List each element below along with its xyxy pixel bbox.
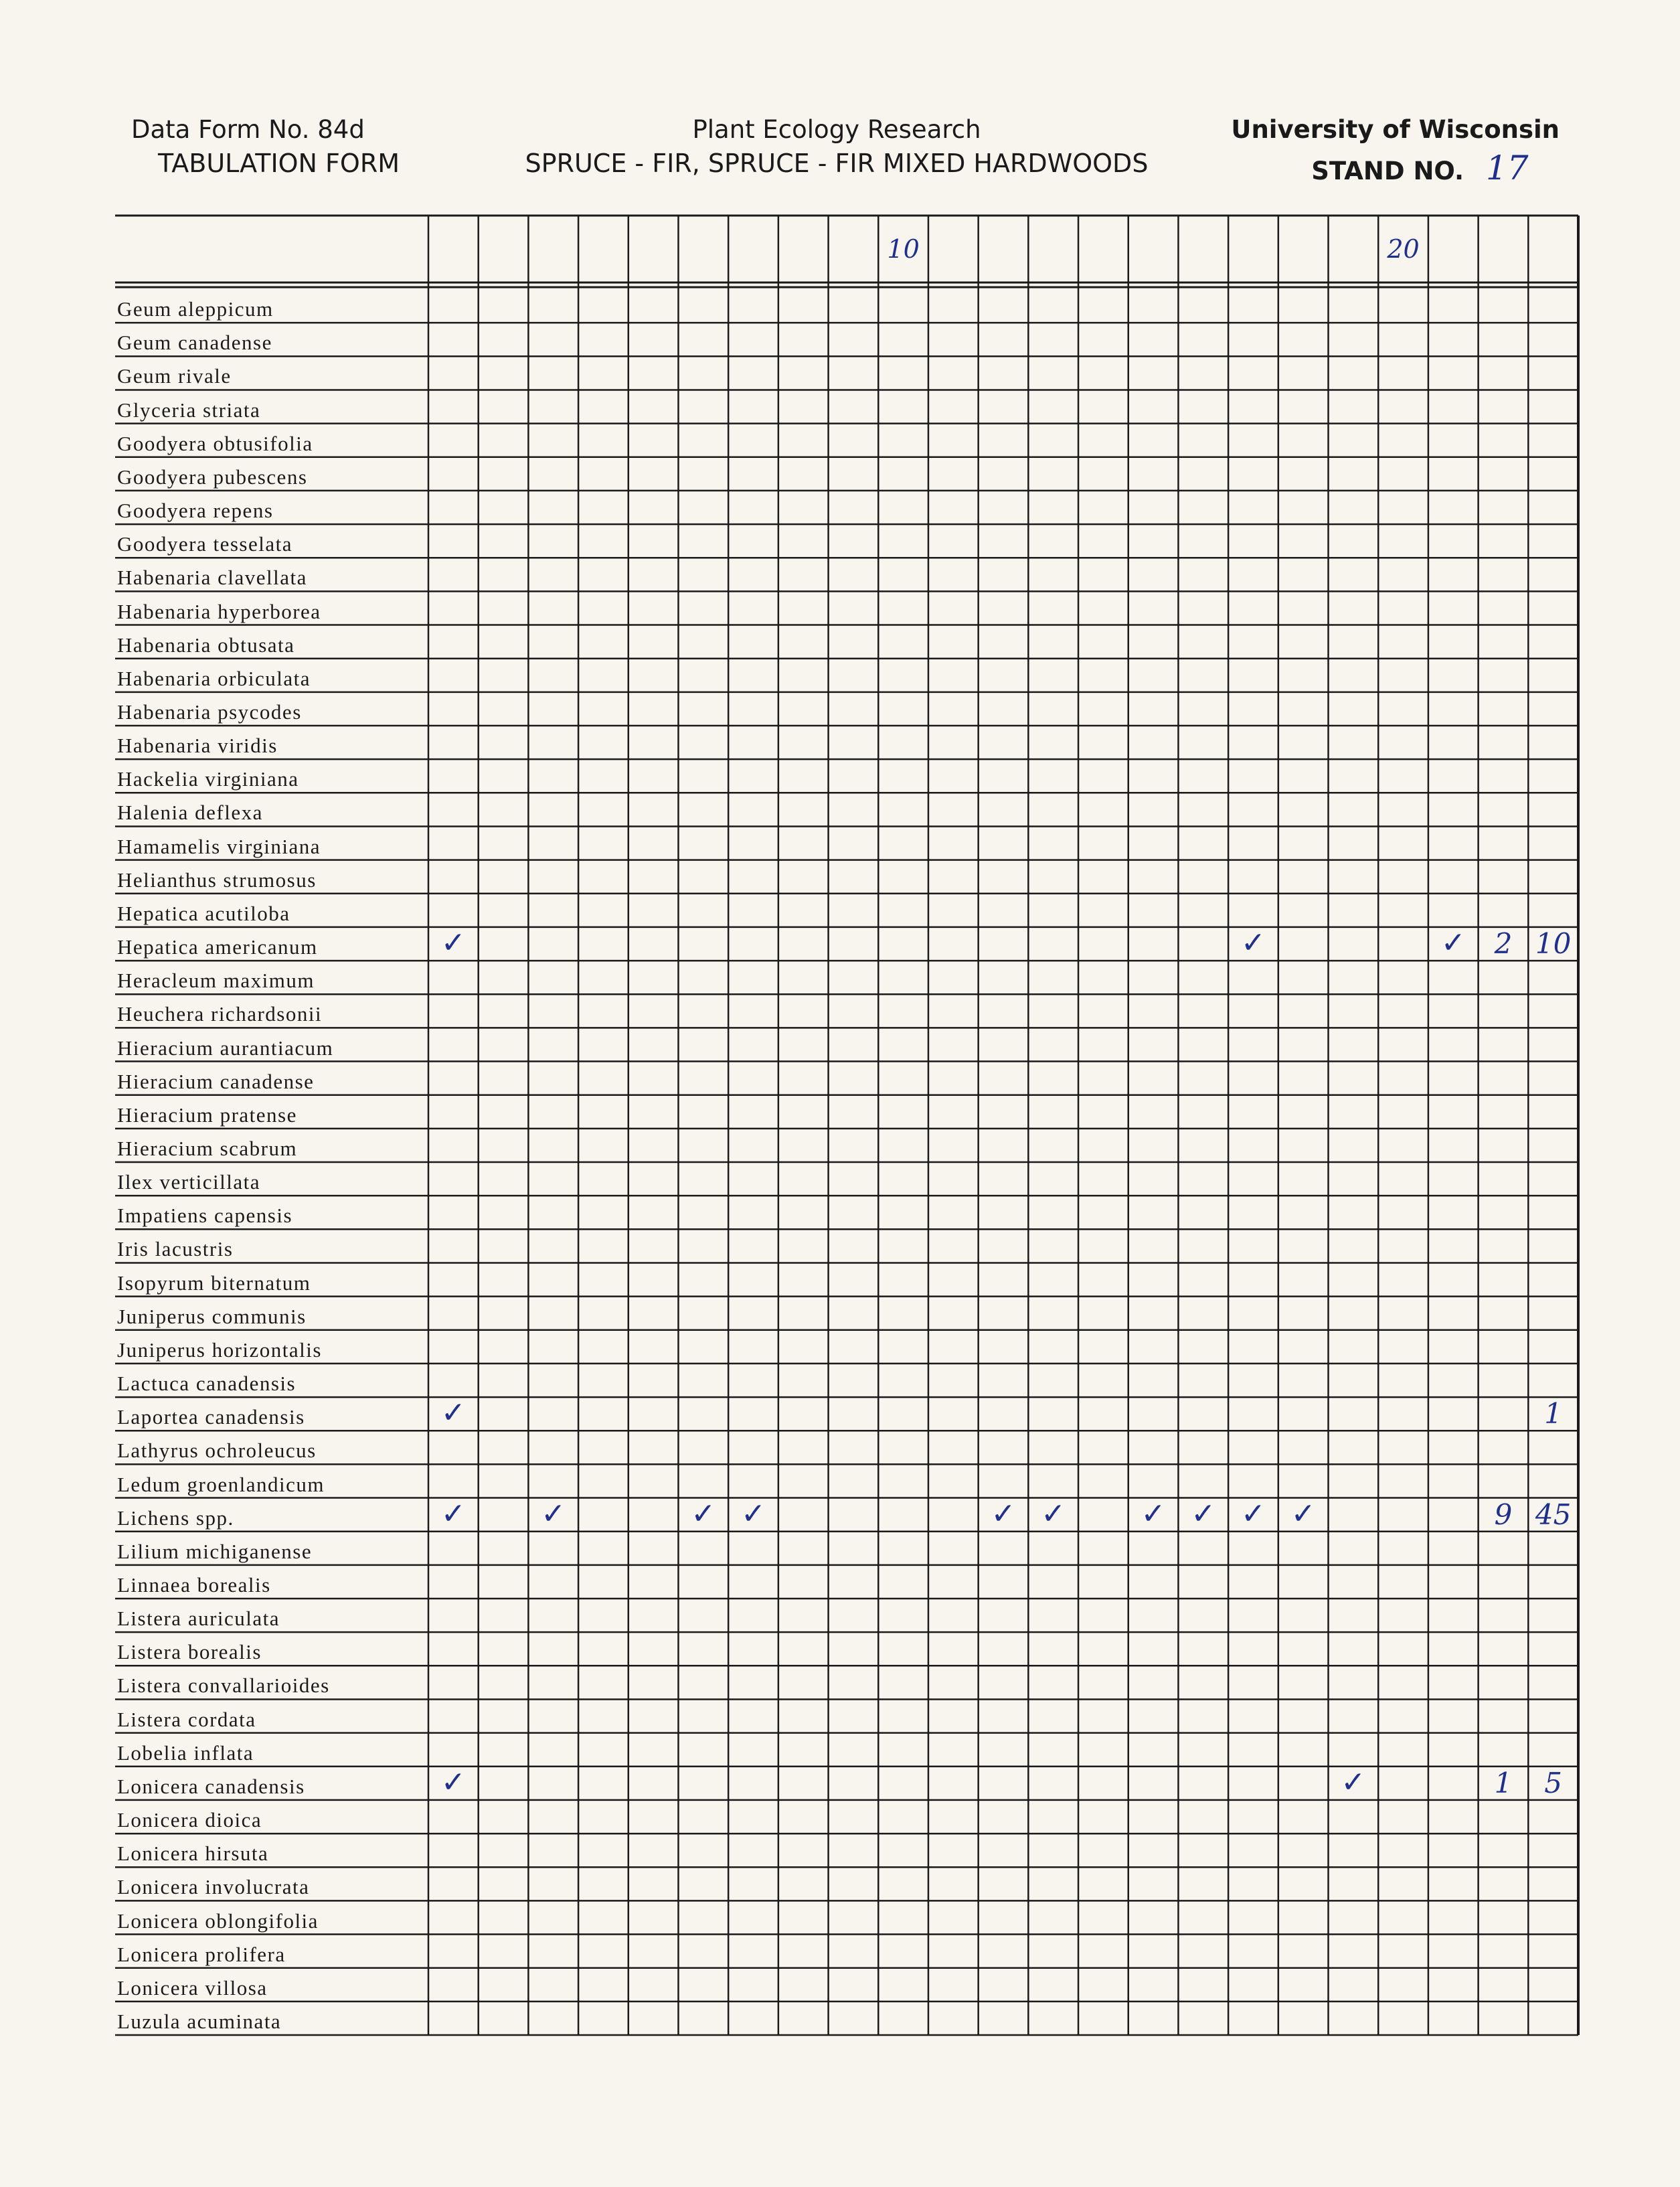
species-name: Luzula acuminata xyxy=(117,2010,282,2033)
species-name: Habenaria viridis xyxy=(117,734,278,758)
check-mark: ✓ xyxy=(440,926,466,961)
species-name: Impatiens capensis xyxy=(117,1204,293,1228)
species-name: Linnaea borealis xyxy=(117,1573,271,1597)
frequency-total: 5 xyxy=(1544,1766,1563,1799)
column-marker-20: 20 xyxy=(1387,234,1420,264)
species-name: Glyceria striata xyxy=(117,398,261,422)
species-name: Heuchera richardsonii xyxy=(117,1002,323,1026)
species-name: Lathyrus ochroleucus xyxy=(117,1439,317,1463)
check-mark: ✓ xyxy=(991,1496,1016,1531)
check-mark: ✓ xyxy=(741,1496,766,1531)
frequency-total: 45 xyxy=(1535,1497,1572,1531)
stand-number-value: 17 xyxy=(1486,149,1529,187)
species-name: Goodyera repens xyxy=(117,499,274,523)
species-name: Listera convallarioides xyxy=(117,1674,330,1698)
species-name: Hackelia virginiana xyxy=(117,767,299,791)
stand-number-label: STAND NO. xyxy=(1311,157,1464,185)
species-name: Goodyera obtusifolia xyxy=(117,431,313,455)
species-name: Lobelia inflata xyxy=(117,1740,254,1765)
check-mark: ✓ xyxy=(1141,1496,1166,1531)
species-name: Lonicera dioica xyxy=(117,1808,262,1832)
species-name: Juniperus communis xyxy=(117,1304,307,1328)
species-name: Heracleum maximum xyxy=(117,969,315,993)
species-name: Isopyrum biternatum xyxy=(117,1271,311,1295)
species-name: Lonicera canadensis xyxy=(117,1774,305,1798)
check-mark: ✓ xyxy=(1341,1765,1366,1799)
check-mark: ✓ xyxy=(691,1496,716,1531)
check-mark: ✓ xyxy=(1440,926,1466,961)
species-name: Lichens spp. xyxy=(117,1506,234,1530)
check-mark: ✓ xyxy=(440,1496,466,1531)
species-name: Laportea canadensis xyxy=(117,1405,305,1429)
species-name: Hepatica acutiloba xyxy=(117,901,290,925)
check-mark: ✓ xyxy=(541,1496,566,1531)
check-mark: ✓ xyxy=(1290,1496,1316,1531)
frequency-count: 9 xyxy=(1494,1497,1513,1531)
species-name: Listera auriculata xyxy=(117,1607,280,1631)
species-name: Ledum groenlandicum xyxy=(117,1472,325,1496)
form-subtitle: SPRUCE - FIR, SPRUCE - FIR MIXED HARDWOODS xyxy=(525,149,1149,178)
form-number: Data Form No. 84d xyxy=(131,115,365,144)
species-name: Lonicera oblongifolia xyxy=(117,1909,319,1933)
species-name: Habenaria clavellata xyxy=(117,566,307,590)
species-name: Listera borealis xyxy=(117,1640,262,1664)
frequency-total: 1 xyxy=(1544,1397,1563,1431)
species-name: Lilium michiganense xyxy=(117,1539,313,1563)
species-name: Habenaria hyperborea xyxy=(117,599,321,623)
species-name: Geum aleppicum xyxy=(117,297,274,321)
form-title: TABULATION FORM xyxy=(158,149,400,178)
check-mark: ✓ xyxy=(1241,926,1266,961)
species-name: Lonicera prolifera xyxy=(117,1942,286,1966)
check-mark: ✓ xyxy=(440,1765,466,1799)
species-name: Hamamelis virginiana xyxy=(117,834,321,858)
species-name: Habenaria obtusata xyxy=(117,633,295,657)
species-name: Iris lacustris xyxy=(117,1237,234,1261)
check-mark: ✓ xyxy=(440,1396,466,1431)
check-mark: ✓ xyxy=(1191,1496,1216,1531)
species-name: Lonicera hirsuta xyxy=(117,1842,269,1866)
species-name: Helianthus strumosus xyxy=(117,868,317,892)
species-name: Ilex verticillata xyxy=(117,1170,260,1194)
species-name: Lonicera villosa xyxy=(117,1975,268,2000)
university-name: University of Wisconsin xyxy=(1231,115,1560,144)
species-name: Geum rivale xyxy=(117,364,232,388)
species-name: Hieracium aurantiacum xyxy=(117,1036,334,1060)
frequency-total: 10 xyxy=(1535,927,1572,961)
species-name: Listera cordata xyxy=(117,1707,256,1731)
species-name: Habenaria orbiculata xyxy=(117,666,311,690)
species-name: Goodyera pubescens xyxy=(117,465,308,489)
species-name: Halenia deflexa xyxy=(117,801,263,825)
check-mark: ✓ xyxy=(1041,1496,1066,1531)
species-name: Lonicera involucrata xyxy=(117,1875,310,1899)
species-name: Hieracium pratense xyxy=(117,1103,297,1127)
species-name: Hepatica americanum xyxy=(117,935,318,959)
species-name: Goodyera tesselata xyxy=(117,532,292,556)
species-name: Hieracium canadense xyxy=(117,1069,315,1093)
species-name: Habenaria psycodes xyxy=(117,700,302,724)
species-name: Geum canadense xyxy=(117,331,272,355)
frequency-count: 2 xyxy=(1494,927,1513,961)
species-name: Lactuca canadensis xyxy=(117,1372,297,1396)
check-mark: ✓ xyxy=(1241,1496,1266,1531)
species-name: Juniperus horizontalis xyxy=(117,1338,322,1362)
species-name: Hieracium scabrum xyxy=(117,1137,298,1160)
organization: Plant Ecology Research xyxy=(692,115,981,144)
column-marker-10: 10 xyxy=(887,234,920,264)
frequency-count: 1 xyxy=(1494,1766,1513,1799)
